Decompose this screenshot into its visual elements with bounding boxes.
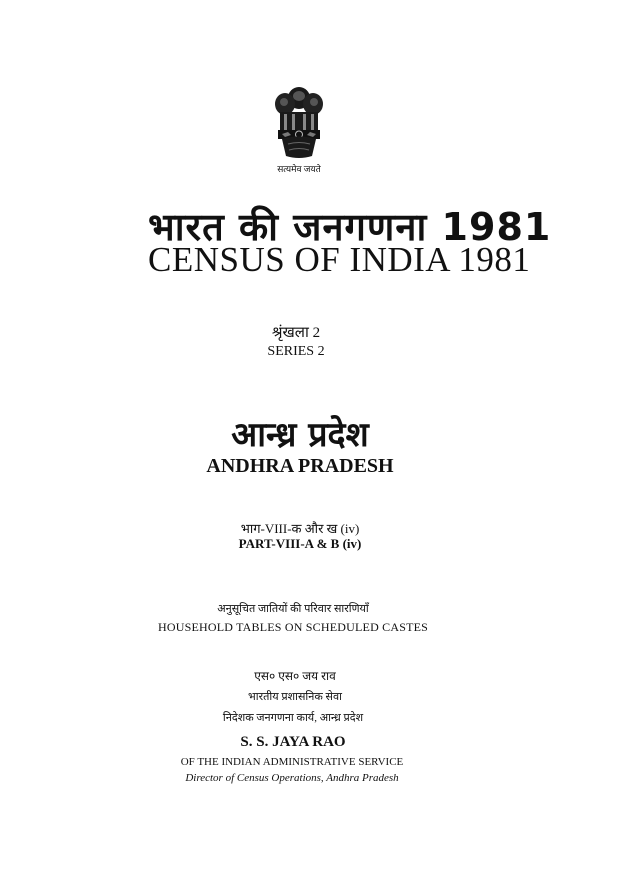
- part-label-english: PART-VIII-A & B (iv): [238, 536, 362, 551]
- state-name-english: ANDHRA PRADESH: [206, 455, 394, 477]
- author-name-hindi: एस० एस० जय राव: [254, 669, 336, 683]
- author-name-english: S. S. JAYA RAO: [240, 734, 346, 750]
- series-label-hindi: श्रृंखला 2: [271, 325, 321, 341]
- series-label-english: SERIES 2: [267, 344, 325, 359]
- page-title-hindi: भारत की जनगणना 1981: [148, 205, 552, 249]
- tables-title-hindi: अनुसूचित जातियों की परिवार सारणियाँ: [217, 603, 369, 615]
- author-service-english: OF THE INDIAN ADMINISTRATIVE SERVICE: [180, 756, 404, 768]
- author-service-hindi: भारतीय प्रशासनिक सेवा: [248, 691, 342, 703]
- state-name-hindi: आन्ध्र प्रदेश: [231, 415, 369, 455]
- tables-title-english: HOUSEHOLD TABLES ON SCHEDULED CASTES: [157, 620, 429, 634]
- state-emblem-lion-capital-icon: [268, 84, 330, 160]
- part-label-hindi: भाग-VIII-क और ख (iv): [240, 521, 360, 536]
- author-designation-english: Director of Census Operations, Andhra Pradesh: [185, 772, 399, 784]
- author-designation-hindi: निदेशक जनगणना कार्य, आन्ध्र प्रदेश: [222, 712, 364, 724]
- page-title-english: CENSUS OF INDIA 1981: [148, 240, 531, 279]
- emblem-motto: सत्यमेव जयते: [277, 164, 321, 174]
